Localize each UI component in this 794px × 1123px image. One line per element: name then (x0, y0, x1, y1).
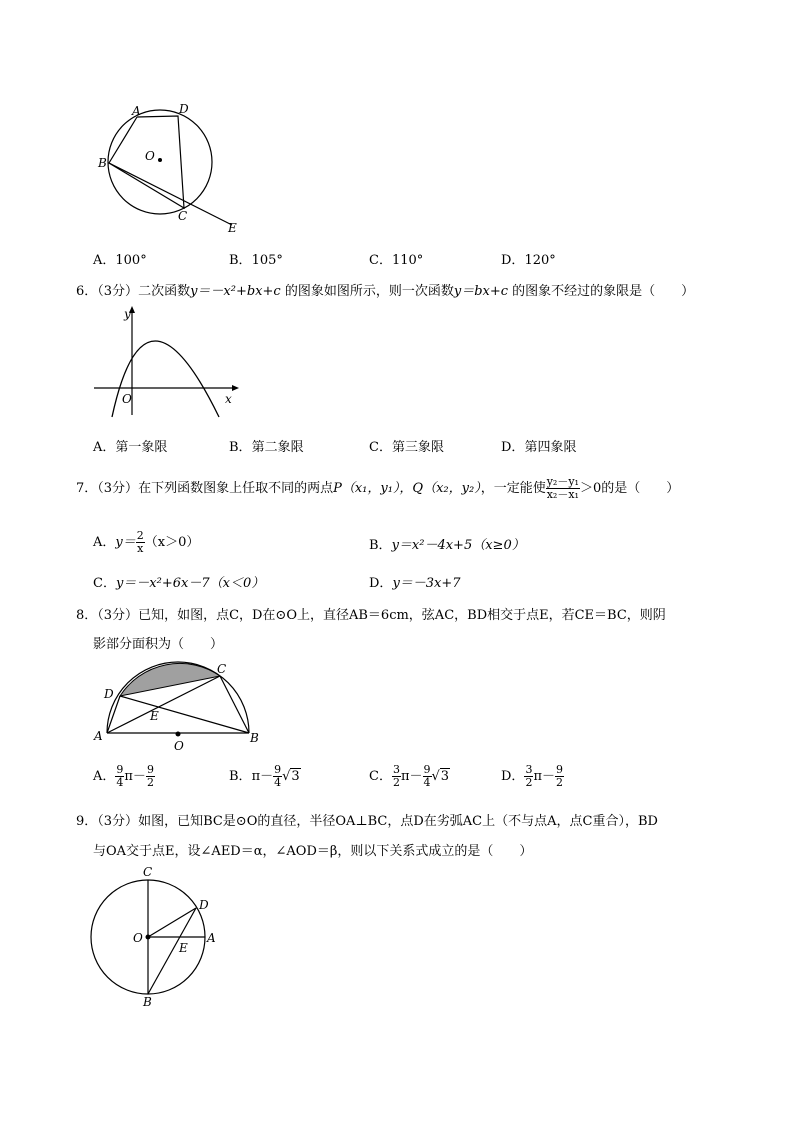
q6-stem: 6．（3分）二次函数y＝－x²+bx+c 的图象如图所示，则一次函数y＝bx+c 的图象不经过的象限是（ ） (76, 284, 695, 299)
label-O: O (174, 739, 184, 753)
q7-stem: 7．（3分）在下列函数图象上任取不同的两点P（x₁，y₁），Q（x₂，y₂），一定能使 $\frac{\text{y₂－y₁}}{\text{x₂－x₁}}$ ＞0的是（ ） (76, 475, 680, 502)
q9-stem-line2: 与OA交于点E，设∠AED＝α，∠AOD＝β，则以下关系式成立的是（ ） (93, 844, 533, 859)
q6-option-c: C．第三象限 (369, 440, 444, 455)
label-E: E (179, 941, 188, 955)
q8-option-c: C． $\frac{3}{2}$ π－ $\frac{9}{4}$ √3 (369, 763, 450, 790)
label-C: C (217, 662, 227, 676)
label-A: A (207, 931, 216, 945)
q7-option-a: A．y＝ $\frac{2}{x}$ （x＞0） (93, 529, 200, 556)
q6-option-a: A．第一象限 (93, 440, 168, 455)
label-A: A (132, 104, 141, 118)
label-B: B (98, 156, 107, 170)
label-x: x (225, 392, 232, 406)
q6-option-d: D．第四象限 (501, 440, 577, 455)
label-E: E (150, 709, 159, 723)
q5-option-c: C．110° (369, 253, 424, 268)
label-D: D (104, 687, 114, 701)
q9-stem-line1: 9．（3分）如图，已知BC是⊙O的直径，半径OA⊥BC，点D在劣弧AC上（不与点A，点C重合），BD (76, 814, 658, 829)
q8-figure (92, 660, 267, 755)
q8-stem-line1: 8．（3分）已知，如图，点C，D在⊙O上，直径AB＝6cm，弦AC，BD相交于点E，若CE＝BC，则阴 (76, 608, 666, 623)
label-C: C (143, 865, 153, 879)
label-C: C (178, 209, 188, 223)
q8-stem-line2: 影部分面积为（ ） (93, 637, 224, 652)
q7-option-d: D．y＝－3x+7 (369, 576, 461, 591)
label-O: O (145, 149, 155, 163)
q6-option-b: B．第二象限 (229, 440, 304, 455)
label-B: B (143, 995, 152, 1009)
label-D: D (199, 898, 209, 912)
label-origin: O (122, 392, 132, 406)
q5-option-a: A．100° (93, 253, 147, 268)
q8-option-b: B．π－ $\frac{9}{4}$ √3 (229, 763, 300, 790)
q5-option-d: D．120° (501, 253, 556, 268)
label-O: O (133, 931, 143, 945)
q7-option-b: B．y＝x²－4x+5（x≥0） (369, 538, 525, 553)
q8-option-a: A． $\frac{9}{4}$ π－ $\frac{9}{2}$ (93, 763, 154, 790)
q5-option-b: B．105° (229, 253, 283, 268)
q5-figure (90, 100, 260, 240)
q7-fraction: $\frac{\text{y₂－y₁}}{\text{x₂－x₁}}$ (546, 475, 579, 502)
label-B: B (250, 731, 259, 745)
label-E: E (228, 221, 237, 235)
q7-option-c: C．y＝－x²+6x－7（x＜0） (93, 576, 265, 591)
q9-figure (88, 862, 228, 1010)
label-y: y (124, 307, 131, 321)
q8-option-d: D． $\frac{3}{2}$ π－ $\frac{9}{2}$ (501, 763, 563, 790)
label-A: A (94, 729, 103, 743)
q6-graph (92, 305, 242, 420)
label-D: D (179, 102, 189, 116)
